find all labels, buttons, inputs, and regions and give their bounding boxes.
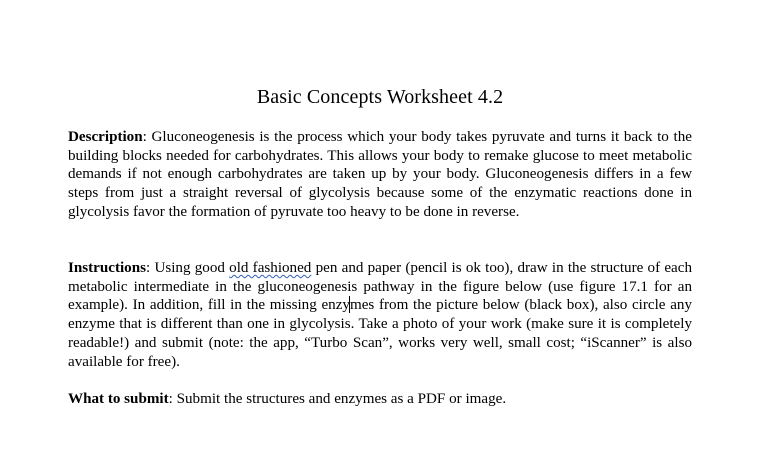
description-text: Gluconeogenesis is the process which your body takes pyruvate and turns it back to the building blocks needed for carbohydrates. This allows your body to remake glucose to meet metabolic demands if not enough carbohydrates are taken up by your body. Gluconeogenesis differs in a few steps from just a straight reversal of glycolysis because some of the enzymatic reactions done in glycolysis favor the formation of pyruvate too heavy to be done in reverse. — [68, 129, 692, 220]
submit-separator: : — [168, 391, 177, 407]
instructions-label: Instructions — [68, 260, 146, 276]
description-label: Description — [68, 129, 143, 145]
instructions-text-start: Using good — [154, 260, 230, 276]
instructions-paragraph — [68, 259, 692, 371]
submit-label: What to submit — [68, 391, 169, 407]
submit-paragraph — [68, 390, 692, 409]
instructions-text-end: mes from the picture below (black box), also circle any enzyme that is different than one in glycolysis. Take a photo of your work (make sure it is completely readable!) and submit (note: the app, “Turbo Scan”, works very well, small cost; “iScanner” is also available for free). — [68, 297, 692, 370]
description-separator: : — [142, 129, 152, 145]
instructions-separator: : — [146, 260, 155, 276]
description-paragraph — [68, 128, 692, 222]
grammar-flagged-phrase[interactable]: old fashioned — [229, 260, 312, 276]
document-title: Basic Concepts Worksheet 4.2 — [256, 86, 504, 108]
submit-text: Submit the structures and enzymes as a PDF or image. — [176, 391, 507, 407]
instructions-text-middle: pen and paper (pencil is ok too), draw in the structure of each metabolic intermediate in the gluconeogenesis pathway in the figure below (use figure 17.1 for an example). In addition, fill in the missing enzy — [68, 260, 693, 314]
